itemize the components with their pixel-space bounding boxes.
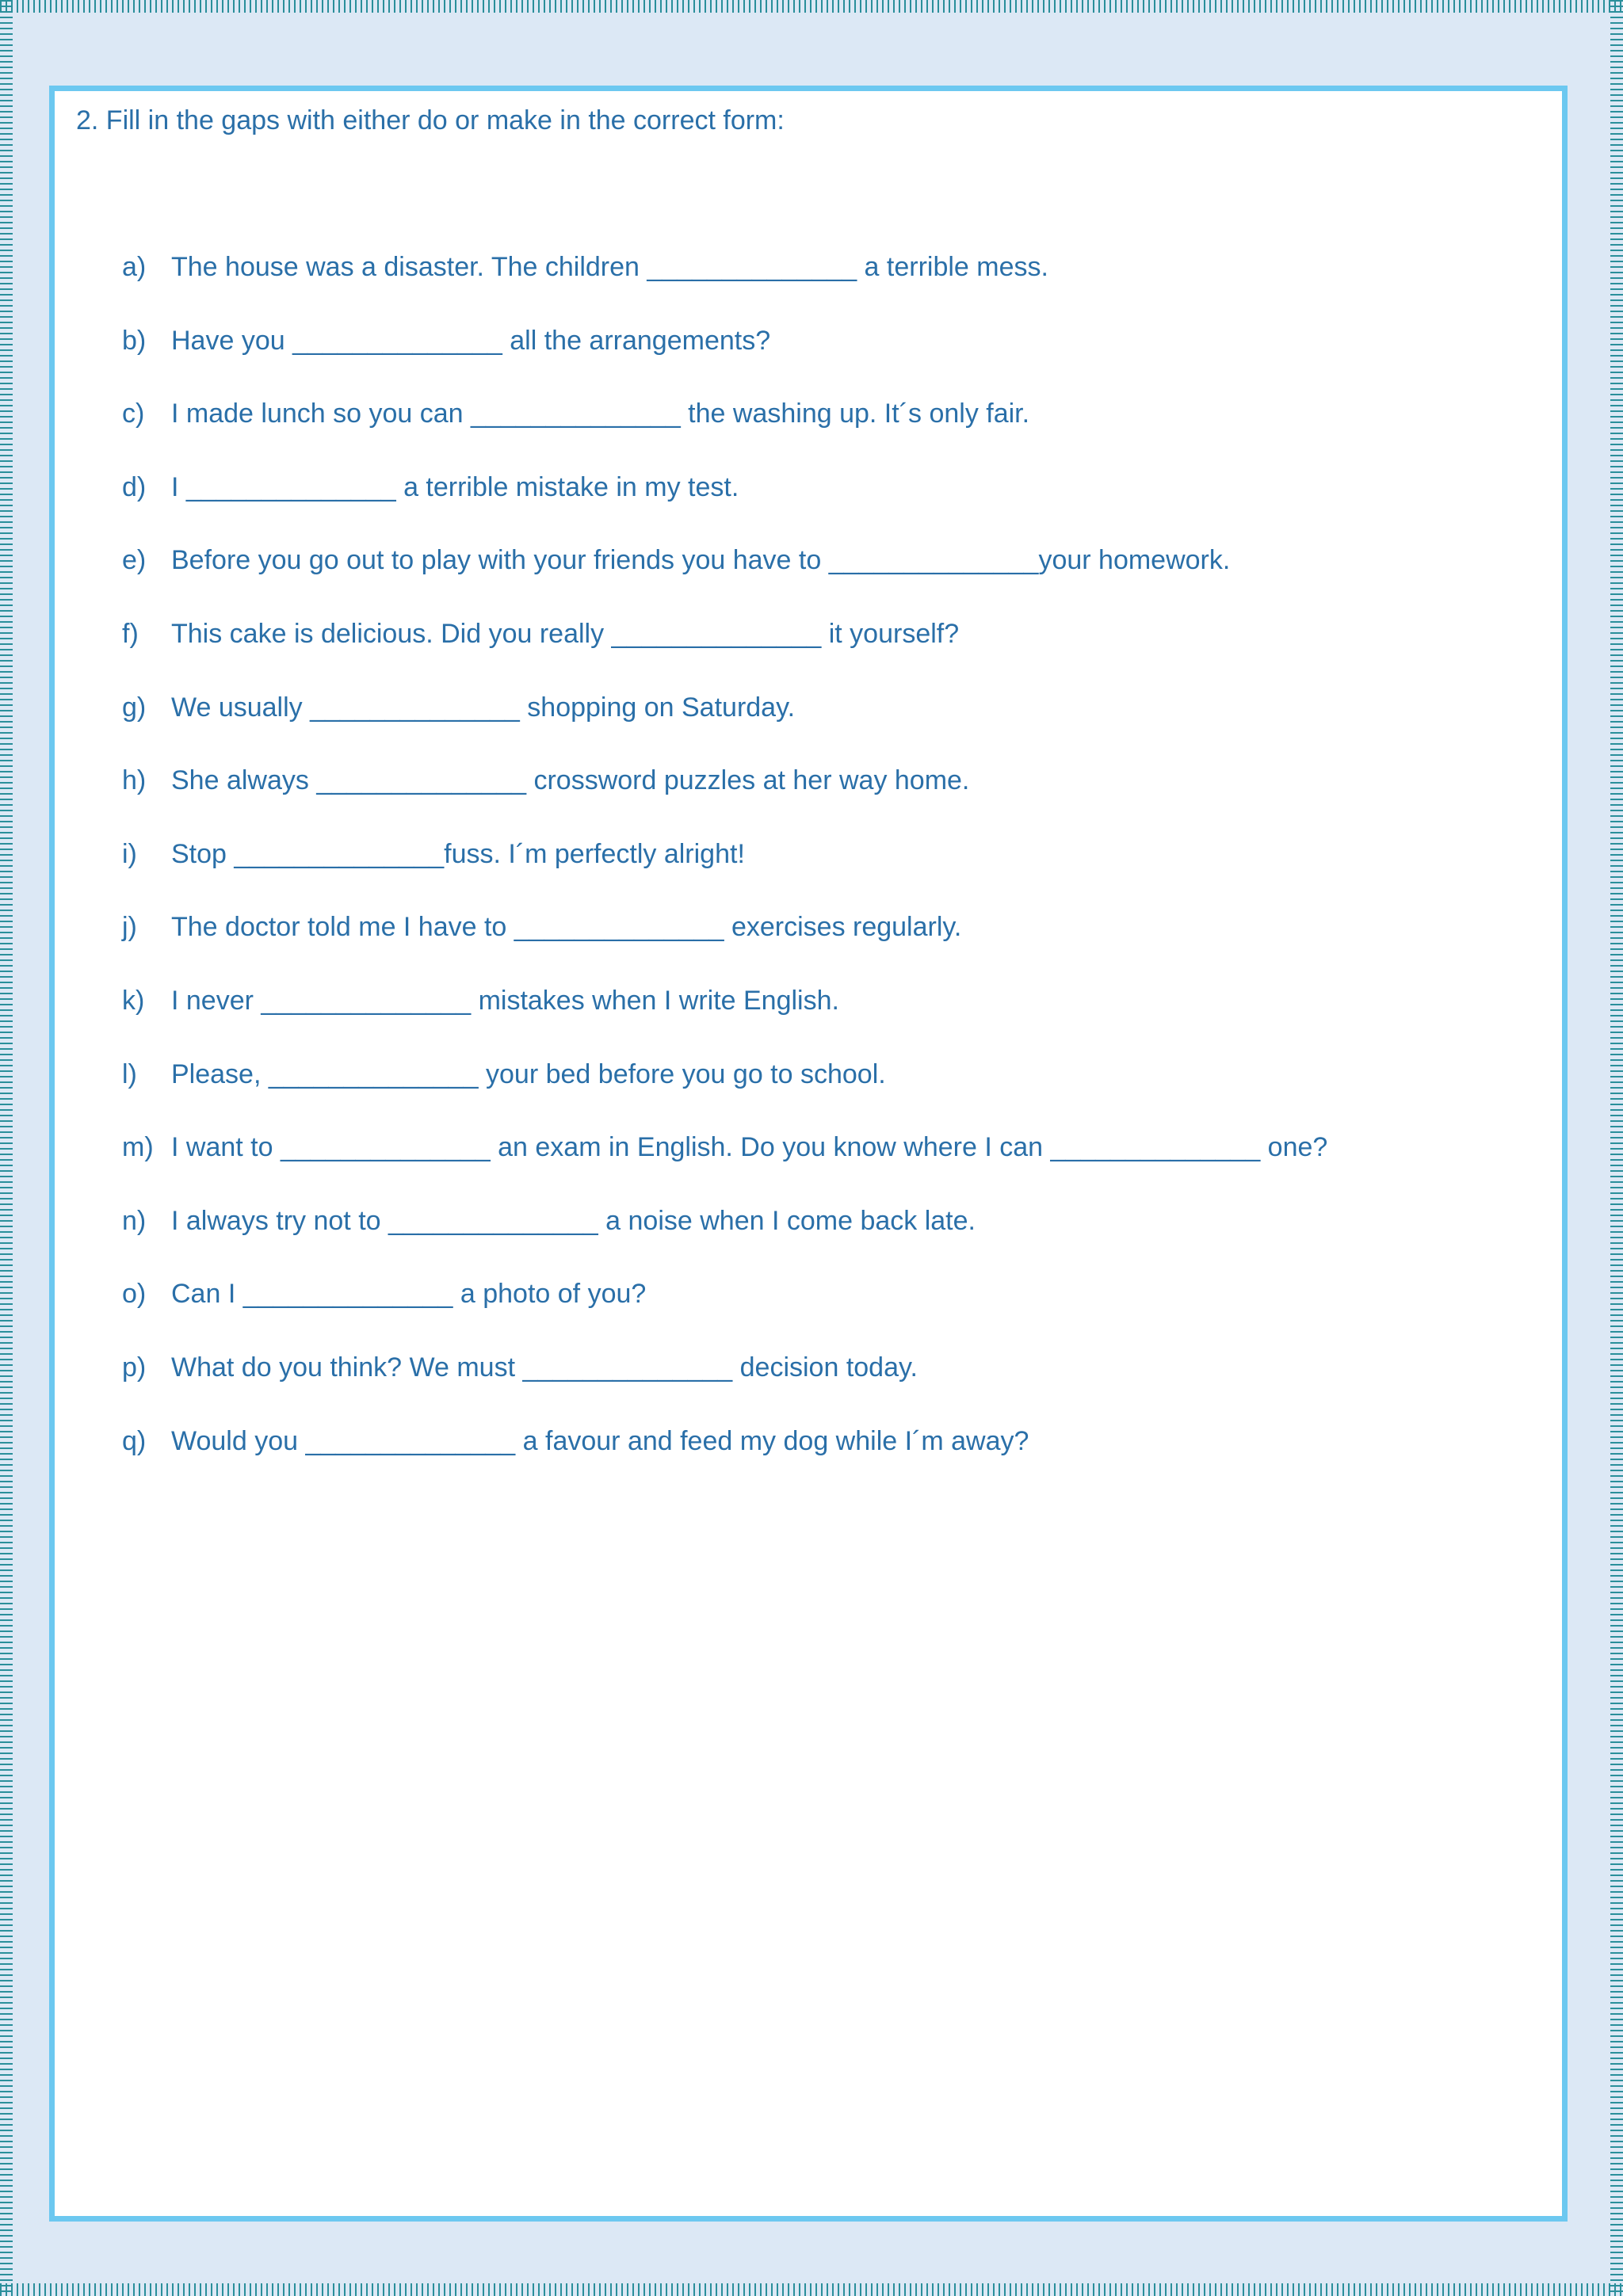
exercise-item-q [122, 1421, 1327, 1494]
item-letter: n) [122, 1205, 147, 1236]
item-sentence: I never ______________ mistakes when I write English. [171, 985, 839, 1016]
exercise-item-c [122, 393, 1327, 467]
item-letter: b) [122, 325, 147, 356]
worksheet-panel [49, 86, 1568, 2222]
item-sentence: Have you ______________ all the arrangements? [171, 325, 771, 356]
dashed-border-right [1610, 0, 1623, 2296]
exercise-item-j [122, 906, 1327, 980]
item-letter: o) [122, 1279, 147, 1310]
exercise-item-m [122, 1127, 1327, 1200]
dashed-border-top [0, 0, 1623, 13]
exercise-item-l [122, 1054, 1327, 1127]
dashed-border-bottom [0, 2283, 1623, 2296]
item-letter: h) [122, 765, 147, 796]
item-sentence: The doctor told me I have to ______________ exercises regularly. [171, 912, 962, 943]
item-sentence: The house was a disaster. The children ______________ a terrible mess. [171, 252, 1048, 282]
exercise-item-a [122, 246, 1327, 320]
item-sentence: What do you think? We must ______________ decision today. [171, 1352, 918, 1383]
exercise-item-f [122, 613, 1327, 687]
exercise-list [122, 246, 1327, 1493]
item-letter: g) [122, 692, 147, 723]
item-letter: m) [122, 1132, 154, 1163]
exercise-item-k [122, 980, 1327, 1054]
dashed-border-left [0, 0, 13, 2296]
item-letter: e) [122, 545, 147, 576]
item-sentence: I always try not to ______________ a noise when I come back late. [171, 1205, 976, 1236]
exercise-item-b [122, 320, 1327, 394]
exercise-item-i [122, 833, 1327, 907]
item-letter: p) [122, 1352, 147, 1383]
exercise-item-g [122, 687, 1327, 761]
item-sentence: Would you ______________ a favour and feed my dog while I´m away? [171, 1425, 1029, 1456]
item-letter: d) [122, 471, 147, 502]
item-sentence: This cake is delicious. Did you really ______________ it yourself? [171, 618, 960, 649]
item-letter: a) [122, 252, 147, 282]
item-letter: l) [122, 1058, 137, 1089]
item-letter: j) [122, 912, 137, 943]
item-sentence: I ______________ a terrible mistake in my test. [171, 471, 739, 502]
exercise-item-o [122, 1273, 1327, 1347]
item-sentence: Please, ______________ your bed before you go to school. [171, 1058, 886, 1089]
item-letter: c) [122, 399, 145, 429]
item-letter: k) [122, 985, 145, 1016]
exercise-item-h [122, 760, 1327, 833]
item-letter: f) [122, 618, 139, 649]
item-sentence: We usually ______________ shopping on Saturday. [171, 692, 796, 723]
exercise-item-p [122, 1347, 1327, 1421]
item-sentence: I want to ______________ an exam in English. Do you know where I can ______________ one? [171, 1132, 1328, 1163]
item-sentence: Can I ______________ a photo of you? [171, 1279, 647, 1310]
exercise-item-d [122, 467, 1327, 540]
item-sentence: I made lunch so you can ______________ the washing up. It´s only fair. [171, 399, 1030, 429]
exercise-instruction: 2. Fill in the gaps with either do or make in the correct form: [76, 105, 785, 135]
item-sentence: Before you go out to play with your friends you have to ______________your homework. [171, 545, 1231, 576]
item-letter: i) [122, 838, 137, 869]
item-letter: q) [122, 1425, 147, 1456]
exercise-item-n [122, 1200, 1327, 1274]
exercise-item-e [122, 540, 1327, 613]
item-sentence: She always ______________ crossword puzzles at her way home. [171, 765, 970, 796]
item-sentence: Stop ______________fuss. I´m perfectly alright! [171, 838, 745, 869]
